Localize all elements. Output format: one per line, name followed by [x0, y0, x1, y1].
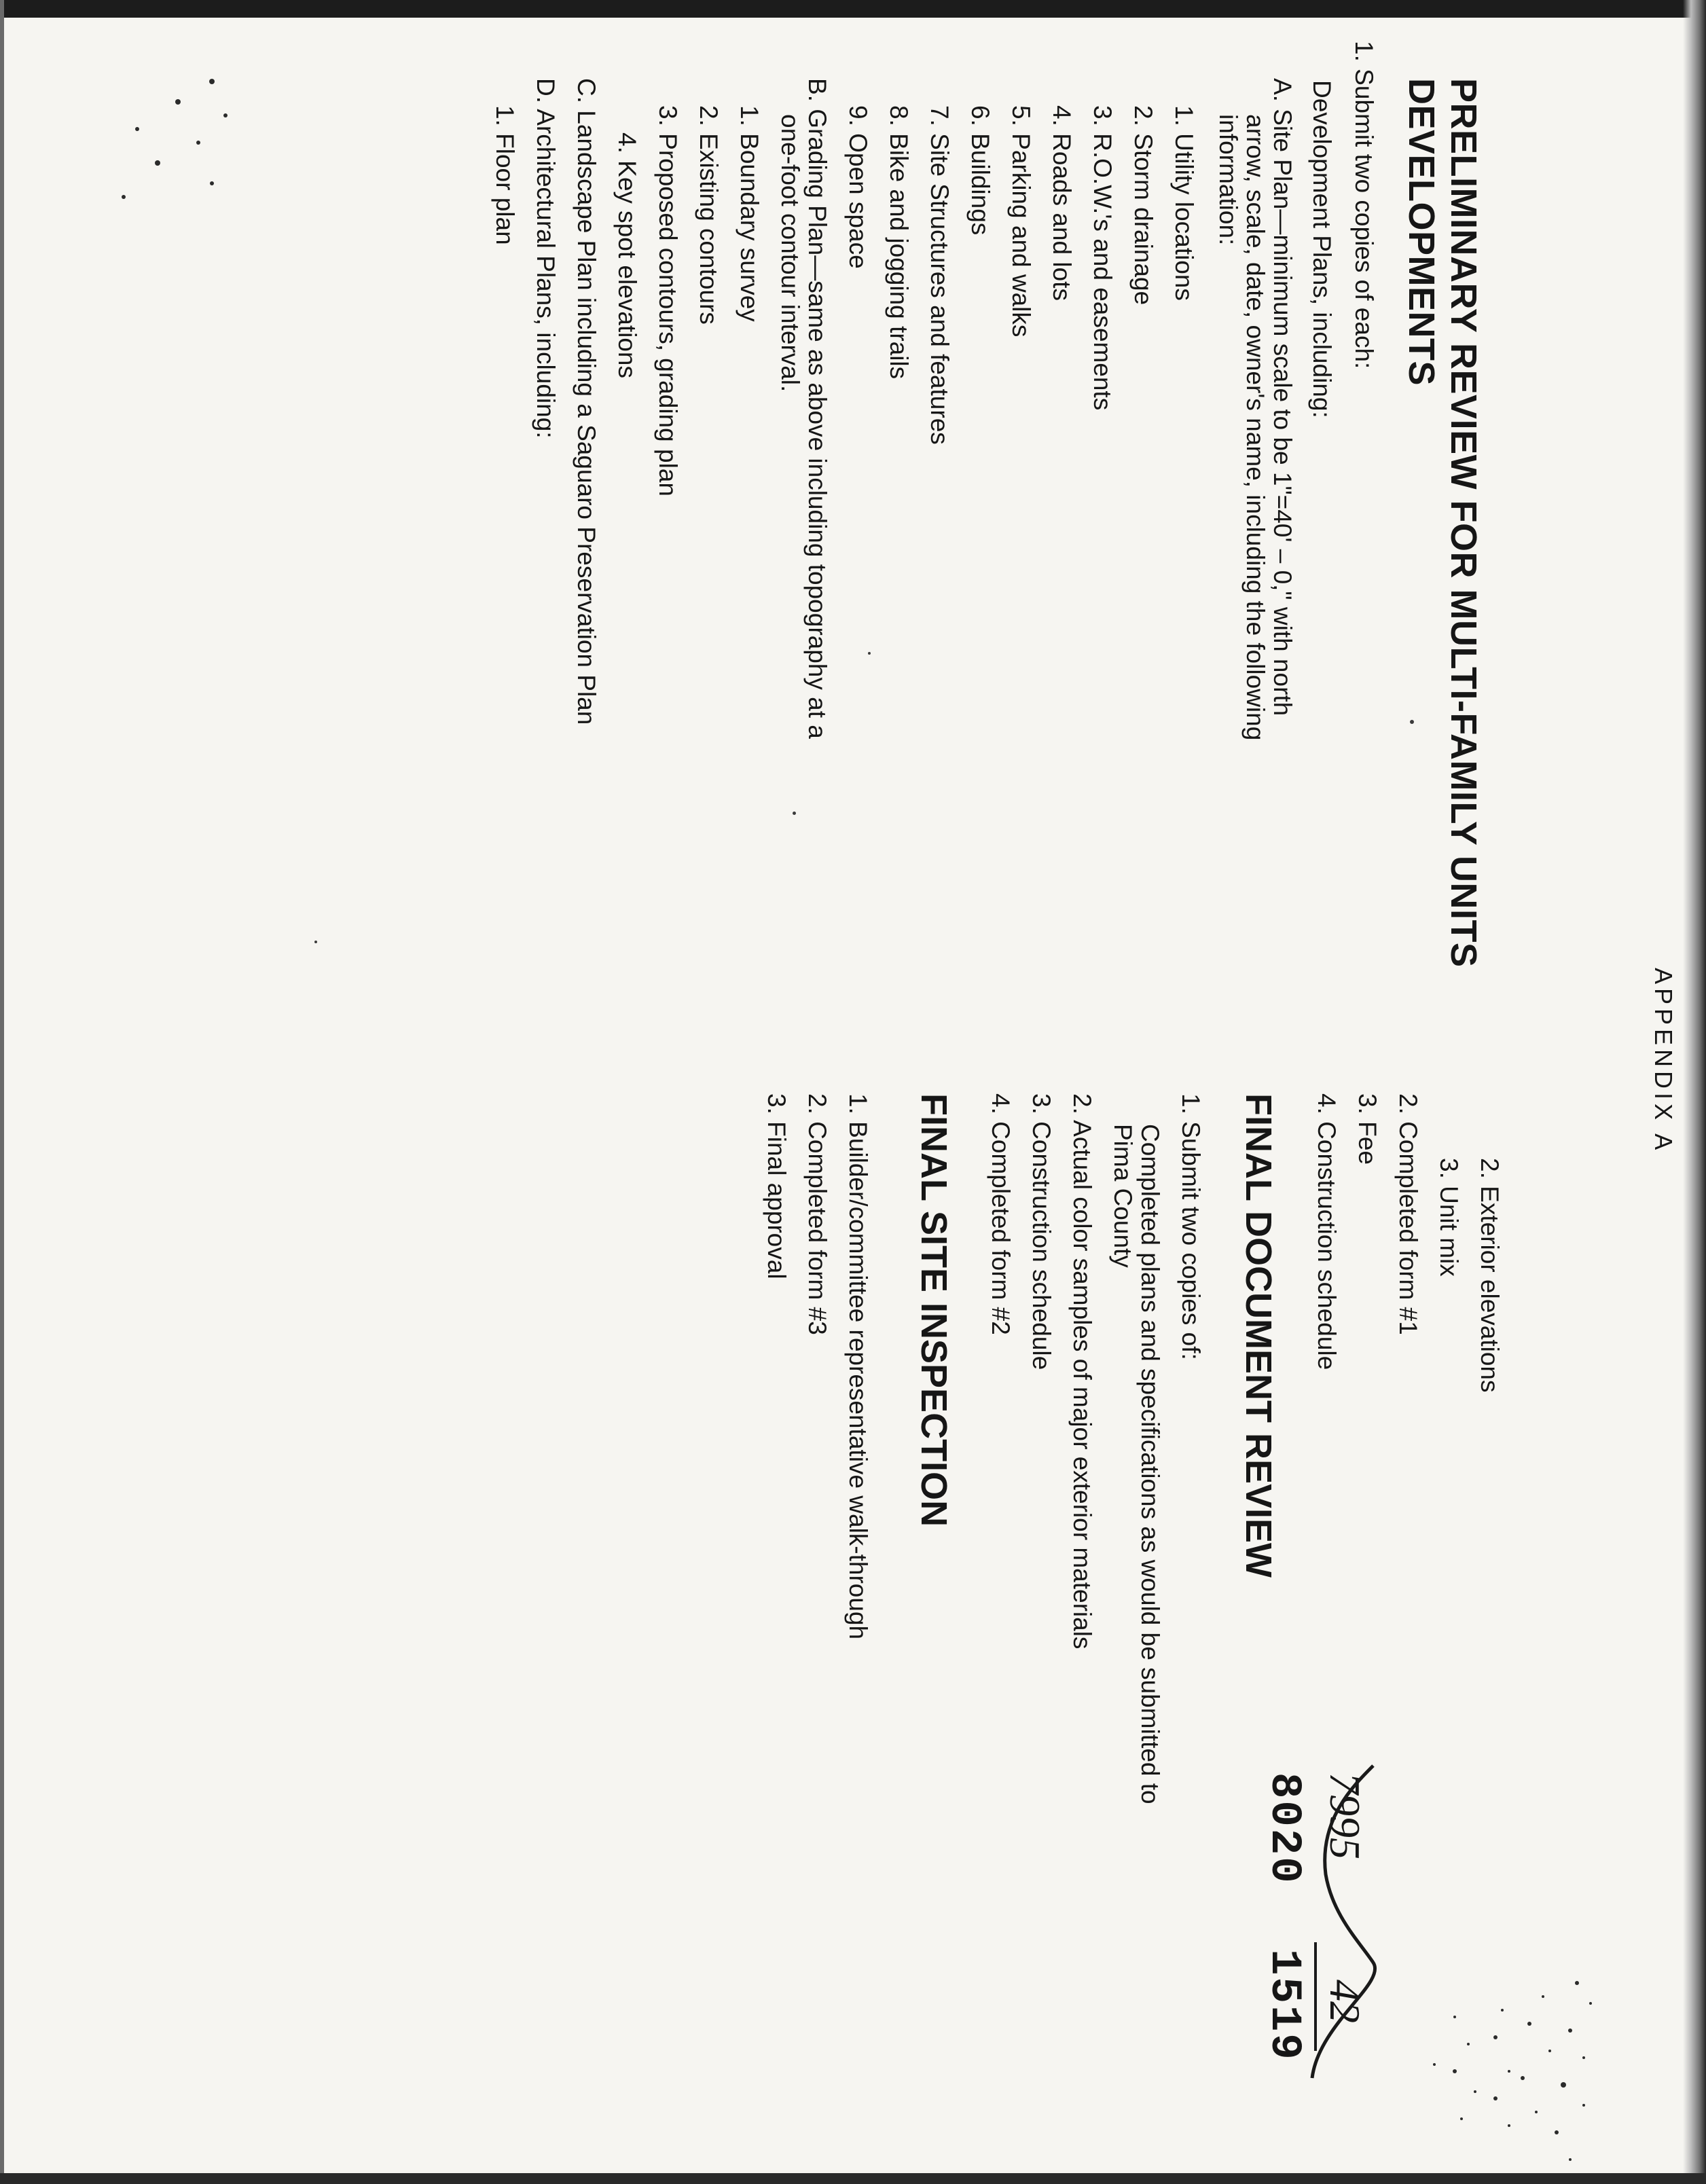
grading-plan-line1: B. Grading Plan—same as above including topography at a [803, 78, 831, 739]
architectural-plan-item: 1. Floor plan [491, 105, 519, 245]
final-site-inspection-title: FINAL SITE INSPECTION [913, 1093, 954, 1527]
handwritten-underline-stroke [1292, 1739, 1400, 2092]
site-plan-item: 3. R.O.W.'s and easements [1089, 105, 1117, 411]
scan-noise-cluster [1407, 1956, 1611, 2180]
scan-speck [314, 941, 317, 943]
submission-item: 4. Construction schedule [1313, 1093, 1341, 1370]
scan-speck [868, 652, 871, 655]
final-document-item1-line1: Completed plans and specifications as would be submitted to [1136, 1124, 1164, 1804]
handwritten-number-right: 42 [1321, 1980, 1369, 2023]
site-plan-item: 2. Storm drainage [1129, 105, 1157, 306]
scan-speck [793, 812, 796, 815]
site-plan-line3: information: [1214, 114, 1242, 246]
submission-item: 3. Fee [1354, 1093, 1381, 1165]
final-site-item: 2. Completed form #3 [803, 1093, 831, 1335]
architectural-plan-item: 2. Exterior elevations [1476, 1158, 1504, 1393]
grading-plan-item: 4. Key spot elevations [613, 132, 641, 378]
architectural-plan-item: 3. Unit mix [1435, 1158, 1463, 1277]
scan-noise-dots [90, 61, 239, 231]
submission-item: 2. Completed form #1 [1394, 1093, 1422, 1335]
final-document-item: 4. Completed form #2 [987, 1093, 1015, 1335]
site-plan-item: 1. Utility locations [1170, 105, 1198, 301]
preliminary-review-title-line2: DEVELOPMENTS [1401, 78, 1442, 386]
grading-plan-item: 3. Proposed contours, grading plan [654, 105, 682, 496]
final-site-item: 3. Final approval [763, 1093, 791, 1279]
final-document-item: 3. Construction schedule [1028, 1093, 1055, 1370]
architectural-plans-line: D. Architectural Plans, including: [532, 78, 560, 439]
scan-speck [1410, 720, 1414, 724]
handwritten-number-left: 7995 [1321, 1772, 1369, 1859]
submit-copies-item: 1. Submit two copies of each: [1350, 41, 1378, 369]
site-plan-item: 7. Site Structures and features [926, 105, 954, 445]
grading-plan-item: 1. Boundary survey [736, 105, 763, 322]
grading-plan-item: 2. Existing contours [695, 105, 723, 325]
site-plan-item: 9. Open space [844, 105, 872, 269]
site-plan-item: 6. Buildings [966, 105, 994, 236]
site-plan-item: 8. Bike and jogging trails [885, 105, 913, 380]
preliminary-review-title-line1: PRELIMINARY REVIEW FOR MULTI-FAMILY UNITS [1443, 78, 1484, 968]
final-document-item1-line2: Pima County [1109, 1124, 1137, 1268]
final-document-item: 2. Actual color samples of major exterior materials [1068, 1093, 1096, 1650]
final-document-item: 1. Submit two copies of: [1177, 1093, 1205, 1360]
site-plan-item: 4. Roads and lots [1048, 105, 1076, 301]
site-plan-line2: arrow, scale, date, owner's name, including the following [1241, 114, 1269, 741]
final-site-item: 1. Builder/committee representative walk-through [844, 1093, 872, 1640]
appendix-label: APPENDIX A [1650, 968, 1677, 1154]
landscape-plan-line: C. Landscape Plan including a Saguaro Preservation Plan [573, 78, 600, 725]
final-document-review-title: FINAL DOCUMENT REVIEW [1238, 1093, 1279, 1578]
site-plan-item: 5. Parking and walks [1007, 105, 1035, 338]
site-plan-line1: A. Site Plan—minimum scale to be 1"=40' – 0," with north [1269, 78, 1296, 716]
stamp-number-left: 8020 [1259, 1772, 1308, 1885]
development-plans-line: Development Plans, including: [1308, 80, 1336, 418]
stamp-number-right: 1519 [1259, 1949, 1308, 2062]
grading-plan-line2: one-foot contour interval. [776, 114, 804, 393]
